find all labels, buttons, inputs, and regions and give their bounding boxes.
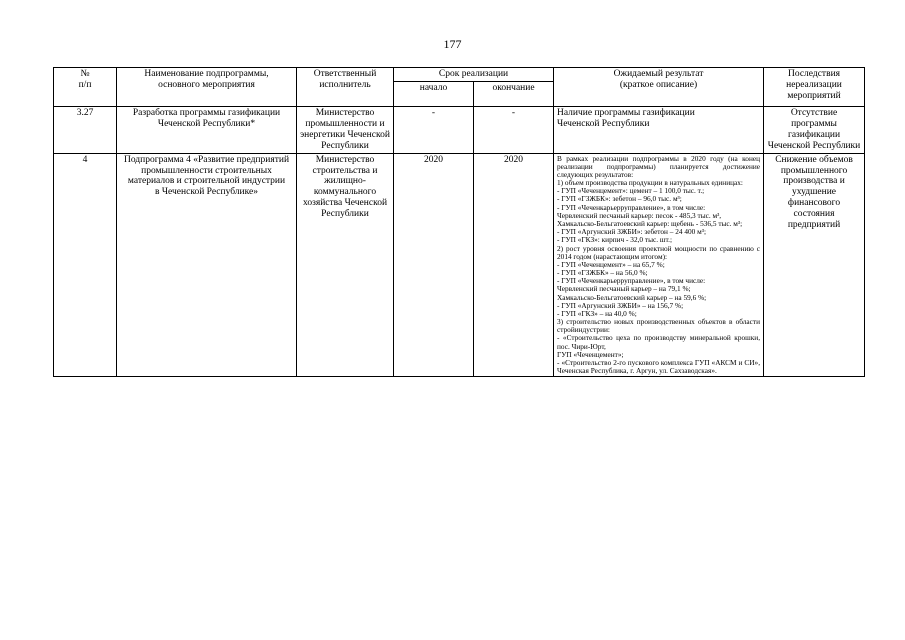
row-result: Наличие программы газификации Чеченской Республики — [554, 106, 764, 153]
result-line: - «Строительство 2-го пускового комплекса ГУП «АКСМ и СИ», Чеченская Республика, г. Аргун, ул. Сахзаводская». — [557, 357, 761, 376]
result-line: - ГУП «ГКЗ» – на 40,0 %; — [557, 308, 637, 318]
result-line: - ГУП «Чеченкарьерруправление», в том числе: — [557, 276, 706, 286]
result-line: - ГУП «Чеченкарьерруправление», в том числе: — [557, 202, 706, 212]
row-result — [554, 153, 764, 377]
row-consequences: Отсутствие программы газификации Чеченской Республики — [764, 106, 865, 153]
result-line: Хамкальско-Бельгатоевский карьер: щебень - 536,5 тыс. м³; — [557, 218, 743, 228]
row-start: - — [394, 106, 474, 153]
row-executor: Министерство промышленности и энергетики Чеченской Республики — [297, 106, 394, 153]
row-executor: Министерство строительства и жилищно-коммунального хозяйства Чеченской Республики — [297, 153, 394, 377]
activities-table — [53, 67, 865, 377]
result-line: 2) рост уровня освоения проектной мощности по сравнению с 2014 годом (нарастающим итогом): — [557, 243, 761, 261]
table-row — [54, 153, 865, 377]
row-end: - — [474, 106, 554, 153]
result-line: 1) объем производства продукции в натуральных единицах: — [557, 178, 743, 188]
result-line: - ГУП «Чеченцемент» – на 65,7 %; — [557, 259, 665, 269]
result-line: - «Строительство цеха по производству минеральной крошки, пос. Чири-Юрт, — [557, 333, 761, 351]
header-period: Срок реализации — [394, 68, 554, 82]
result-line: Хамкальско-Бельгатоевский карьер – на 59,6 %; — [557, 292, 707, 302]
page-number: 177 — [443, 37, 462, 51]
result-line: В рамках реализации подпрограммы в 2020 году (на конец реализации подпрограммы) планируется достижение следующих результатов: — [557, 153, 761, 179]
result-line: - ГУП «ГЗЖБК»: зебетон – 96,0 тыс. м³; — [557, 194, 682, 204]
result-line: 3) строительство новых производственных объектов в области стройиндустрии: — [557, 317, 761, 335]
row-num: 3.27 — [54, 106, 117, 153]
result-line: Червленский песчаный карьер: песок - 485,3 тыс. м³, — [557, 210, 722, 220]
row-num: 4 — [54, 153, 117, 377]
header-start: начало — [394, 81, 474, 106]
result-line: - ГУП «Чеченцемент»: цемент – 1 100,0 тыс. т.; — [557, 186, 705, 196]
result-line: Червленский песчаный карьер – на 79,1 %; — [557, 284, 691, 294]
result-line: - ГУП «ГКЗ»: кирпич - 32,0 тыс. шт.; — [557, 235, 672, 245]
row-start: 2020 — [394, 153, 474, 377]
row-name: Подпрограмма 4 «Развитие предприятий промышленности строительных материалов и строительной индустрии в Чеченской Республике» — [117, 153, 297, 377]
header-executor: Ответственный исполнитель — [297, 68, 394, 107]
result-line: - ГУП «Аргунский ЗЖБИ» – на 156,7 %; — [557, 300, 684, 310]
header-row-1 — [54, 68, 865, 82]
row-end: 2020 — [474, 153, 554, 377]
header-result: Ожидаемый результат (краткое описание) — [554, 68, 764, 107]
row-consequences: Снижение объемов промышленного производства и ухудшение финансового состояния предприятий — [764, 153, 865, 377]
result-line: - ГУП «Аргунский ЗЖБИ»: зебетон – 24 400 м³; — [557, 227, 706, 237]
result-line: ГУП «Чеченцемент»; — [557, 349, 624, 359]
result-line: - ГУП «ГЗЖБК» – на 56,0 %; — [557, 268, 648, 278]
table-row — [54, 106, 865, 153]
header-consequences: Последствия нереализации мероприятий — [764, 68, 865, 107]
row-name: Разработка программы газификации Чеченской Республики* — [117, 106, 297, 153]
header-name: Наименование подпрограммы, основного мероприятия — [117, 68, 297, 107]
header-end: окончание — [474, 81, 554, 106]
header-num: № п/п — [54, 68, 117, 107]
